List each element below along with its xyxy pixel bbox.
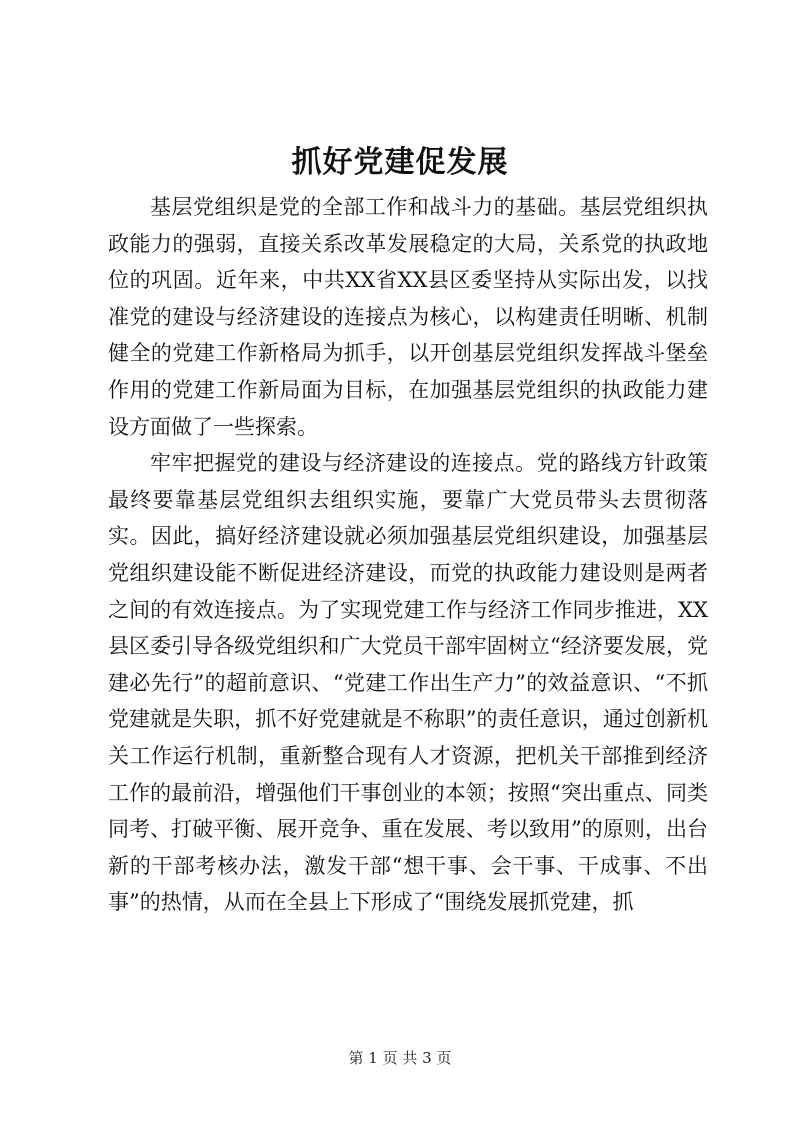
paragraph-intro: 基层党组织是党的全部工作和战斗力的基础。基层党组织执政能力的强弱，直接关系改革发展稳定的大局，关系党的执政地位的巩固。近年来，中共XX省XX县区委坚持从实际出发，以找准党的建设与经济建设的连接点为核心，以构建责任明晰、机制健全的党建工作新格局为抓手，以开创基层党组织发挥战斗堡垒作用的党建工作新局面为目标，在加强基层党组织的执政能力建设方面做了一些探索。	[108, 195, 708, 439]
paragraph-connection-point: 牢牢把握党的建设与经济建设的连接点。党的路线方针政策最终要靠基层党组织去组织实施，要靠广大党员带头去贯彻落实。因此，搞好经济建设就必须加强基层党组织建设，加强基层党组织建设能不断促进经济建设，而党的执政能力建设则是两者之间的有效连接点。为了实现党建工作与经济工作同步推进，XX县区委引导各级党组织和广大党员干部牢固树立“经济要发展，党建必先行”的超前意识、“党建工作出生产力”的效益意识、“不抓党建就是失职，抓不好党建就是不称职”的责任意识，通过创新机关工作运行机制，重新整合现有人才资源，把机关干部推到经济工作的最前沿，增强他们干事创业的本领；按照“突出重点、同类同考、打破平衡、展开竞争、重在发展、考以致用”的原则，出台新的干部考核办法，激发干部“想干事、会干事、干成事、不出事”的热情，从而在全县上下形成了“围绕发展抓党建，抓	[108, 451, 708, 915]
page-number-footer: 第 1 页 共 3 页	[348, 1049, 452, 1067]
page-title: 抓好党建促发展	[291, 145, 509, 180]
document-body	[108, 189, 708, 921]
